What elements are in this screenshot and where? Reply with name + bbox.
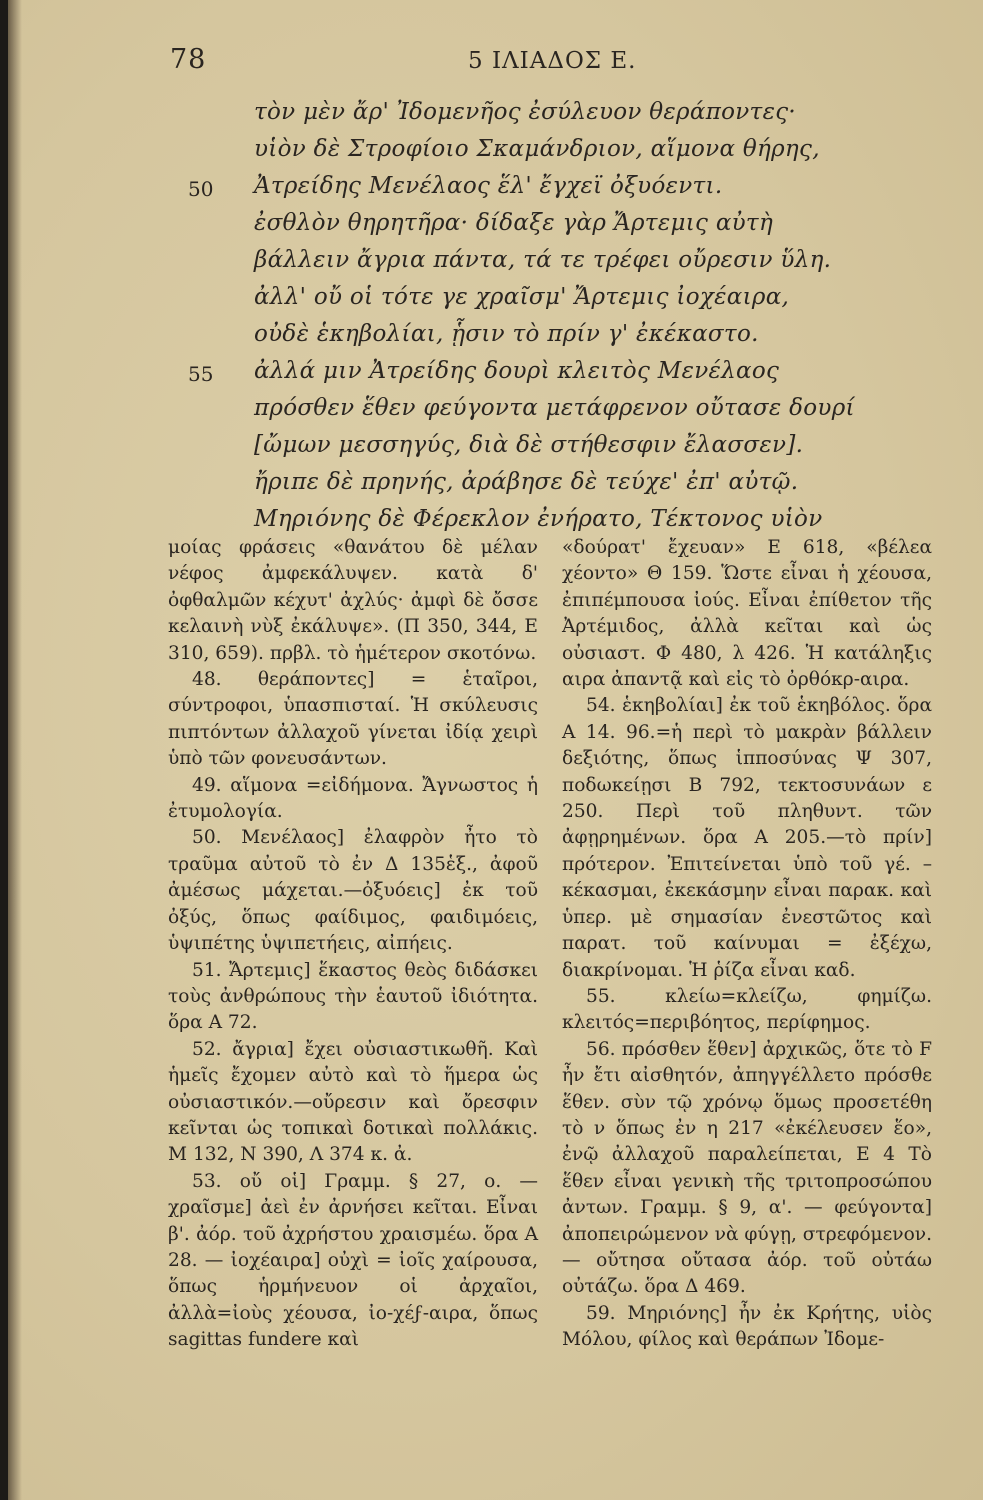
poem-line [8, 317, 983, 357]
line-text: τὸν μὲν ἄρ' Ἰδομενῆος ἐσύλευον θεράποντες· [254, 99, 797, 125]
line-text: Μηριόνης δὲ Φέρεκλον ἐνήρατο, Τέκτονος υἱὸν [254, 506, 823, 532]
poem-line [8, 169, 983, 209]
commentary-note: 56. πρόσθεν ἕθεν] ἀρχικῶς, ὅτε τὸ F ἦν ἔτι αἰσθητόν, ἀπηγγέλλετο πρόσθε ἕθεν. σὺν τῷ χρόνῳ ὅμως προσετέθη τὸ ν ὅπως ἐν η 217 «ἐκέλευσεν ἕο», ἐνῷ ἀλλαχοῦ παραλείπεται, Ε 4 Τὸ ἕθεν εἶναι γενικὴ τῆς τριτοπροσώπου ἀντων. Γραμμ. § 9, α'. — φεύγοντα] ἀποπειρώμενον νὰ φύγῃ, στρεφόμενον. — οὔτησα οὔτασα ἀόρ. τοῦ οὐτάω οὐτάζω. ὅρα Δ 469. [562, 1038, 932, 1298]
commentary-note: μοίας φράσεις «θανάτου δὲ μέλαν νέφος ἀμφεκάλυψεν. κατὰ δ' ὀφθαλμῶν κέχυτ' ἀχλύς· ἀμφὶ δὲ ὄσσε κελαινὴ νὺξ ἐκάλυψε». (Π 350, 344, Ε 310, 659). πρβλ. τὸ ἡμέτερον σκοτόνω. [168, 537, 538, 664]
poem-line [8, 391, 983, 431]
line-text: [ὤμων μεσσηγύς, διὰ δὲ στήθεσφιν ἔλασσεν]. [254, 432, 804, 458]
line-number: 55 [188, 362, 214, 386]
commentary-left-column [168, 535, 538, 1354]
line-number: 50 [188, 177, 214, 201]
commentary-note: 49. αἵμονα =εἰδήμονα. Ἄγνωστος ἡ ἐτυμολογία. [168, 774, 538, 823]
poem-line [8, 354, 983, 394]
poem-line [8, 206, 983, 246]
poem-line [8, 280, 983, 320]
poem-line [8, 132, 983, 172]
commentary-note: 48. θεράποντες] = ἑταῖροι, σύντροφοι, ὑπασπισταί. Ἡ σκύλευσις πιπτόντων ἀλλαχοῦ γίνεται ἰδίᾳ χειρὶ ὑπὸ τῶν φονευσάντων. [168, 669, 538, 770]
commentary-note: 59. Μηριόνης] ἦν ἐκ Κρήτης, υἱὸς Μόλου, φίλος καὶ θεράπων Ἰδομε- [562, 1302, 932, 1351]
commentary-note: 53. οὔ οἱ] Γραμμ. § 27, ο. — χραῖσμε] ἀεὶ ἐν ἀρνήσει κεῖται. Εἶναι β'. ἀόρ. τοῦ ἀχρήστου χραισμέω. ὅρα Α 28. — ἰοχέαιρα] οὐχὶ = ἰοῖς χαίρουσα, ὅπως ἡρμήνευον οἱ ἀρχαῖοι, ἀλλὰ=ἰοὺς χέουσα, ἰο-χέϝ-αιρα, ὅπως sagittas fundere καὶ [168, 1170, 538, 1351]
page-number: 78 [170, 44, 207, 75]
line-text: ἐσθλὸν θηρητῆρα· δίδαξε γὰρ Ἄρτεμις αὐτὴ [254, 210, 774, 236]
running-title: 5 ΙΛΙΑΔΟΣ Ε. [468, 48, 637, 74]
line-text: βάλλειν ἄγρια πάντα, τά τε τρέφει οὔρεσιν ὕλη. [254, 247, 832, 273]
commentary-note: 54. ἑκηβολίαι] ἐκ τοῦ ἑκηβόλος. ὅρα Α 14. 96.=ἡ περὶ τὸ μακρὰν βάλλειν δεξιότης, ὅπως ἱπποσύνας Ψ 307, ποδωκείῃσι Β 792, τεκτοσυνάων ε 250. Περὶ τοῦ πληθυντ. τῶν ἀφῃρημένων. ὅρα Α 205.—τὸ πρίν] πρότερον. Ἐπιτείνεται ὑπὸ τοῦ γέ. – κέκασμαι, ἐκεκάσμην εἶναι παρακ. καὶ ὑπερ. μὲ σημασίαν ἐνεστῶτος καὶ παρατ. τοῦ καίνυμαι = ἐξέχω, διακρίνομαι. Ἡ ῥίζα εἶναι καδ. [562, 695, 932, 981]
poem-line [8, 95, 983, 135]
commentary-note: 52. ἄγρια] ἔχει οὐσιαστικωθῆ. Καὶ ἡμεῖς ἔχομεν αὐτὸ καὶ τὸ ἥμερα ὡς οὐσιαστικόν.—οὔρεσιν καὶ ὄρεσφιν κεῖνται ὡς τοπικαὶ δοτικαὶ πολλάκις. Μ 132, Ν 390, Λ 374 κ. ἀ. [168, 1038, 538, 1166]
line-text: ἀλλά μιν Ἀτρείδης δουρὶ κλειτὸς Μενέλαος [254, 358, 780, 384]
book-page [8, 0, 983, 1500]
commentary-note: 50. Μενέλαος] ἐλαφρὸν ἦτο τὸ τραῦμα αὐτοῦ τὸ ἐν Δ 135ἑξ., ἀφοῦ ἀμέσως μάχεται.—ὀξυόεις] ἐκ τοῦ ὀξύς, ὅπως φαίδιμος, φαιδιμόεις, ὑψιπέτης ὑψιπετήεις, αἰπήεις. [168, 827, 538, 955]
line-text: Ἀτρείδης Μενέλαος ἕλ' ἔγχεϊ ὀξυόεντι. [254, 173, 723, 199]
commentary-note: 51. Ἄρτεμις] ἕκαστος θεὸς διδάσκει τοὺς ἀνθρώπους τὴν ἑαυτοῦ ἰδιότητα. ὅρα Α 72. [168, 959, 538, 1034]
commentary-right-column [562, 535, 932, 1354]
poem-line [8, 243, 983, 283]
poem-line [8, 465, 983, 505]
line-text: υἱὸν δὲ Στροφίοιο Σκαμάνδριον, αἵμονα θήρης, [254, 136, 820, 162]
commentary-note: «δούρατ' ἔχευαν» Ε 618, «βέλεα χέοντο» Θ 159. Ὥστε εἶναι ἡ χέουσα, ἐπιπέμπουσα ἰούς. Εἶναι ἐπίθετον τῆς Ἀρτέμιδος, ἀλλὰ κεῖται καὶ ὡς οὐσιαστ. Φ 480, λ 426. Ἡ κατάληξις αιρα ἀπαντᾷ καὶ εἰς τὸ ὀρθόκρ-αιρα. [562, 537, 932, 691]
line-text: ἀλλ' οὔ οἱ τότε γε χραῖσμ' Ἄρτεμις ἰοχέαιρα, [254, 284, 790, 310]
poem-line [8, 428, 983, 468]
line-text: οὐδὲ ἑκηβολίαι, ᾗσιν τὸ πρίν γ' ἐκέκαστο. [254, 321, 759, 347]
line-text: ἤριπε δὲ πρηνής, ἀράβησε δὲ τεύχε' ἐπ' αὐτῷ. [254, 469, 799, 495]
line-text: πρόσθεν ἕθεν φεύγοντα μετάφρενον οὔτασε δουρί [254, 395, 855, 421]
commentary-note: 55. κλείω=κλείζω, φημίζω. κλειτός=περιβόητος, περίφημος. [562, 985, 932, 1034]
